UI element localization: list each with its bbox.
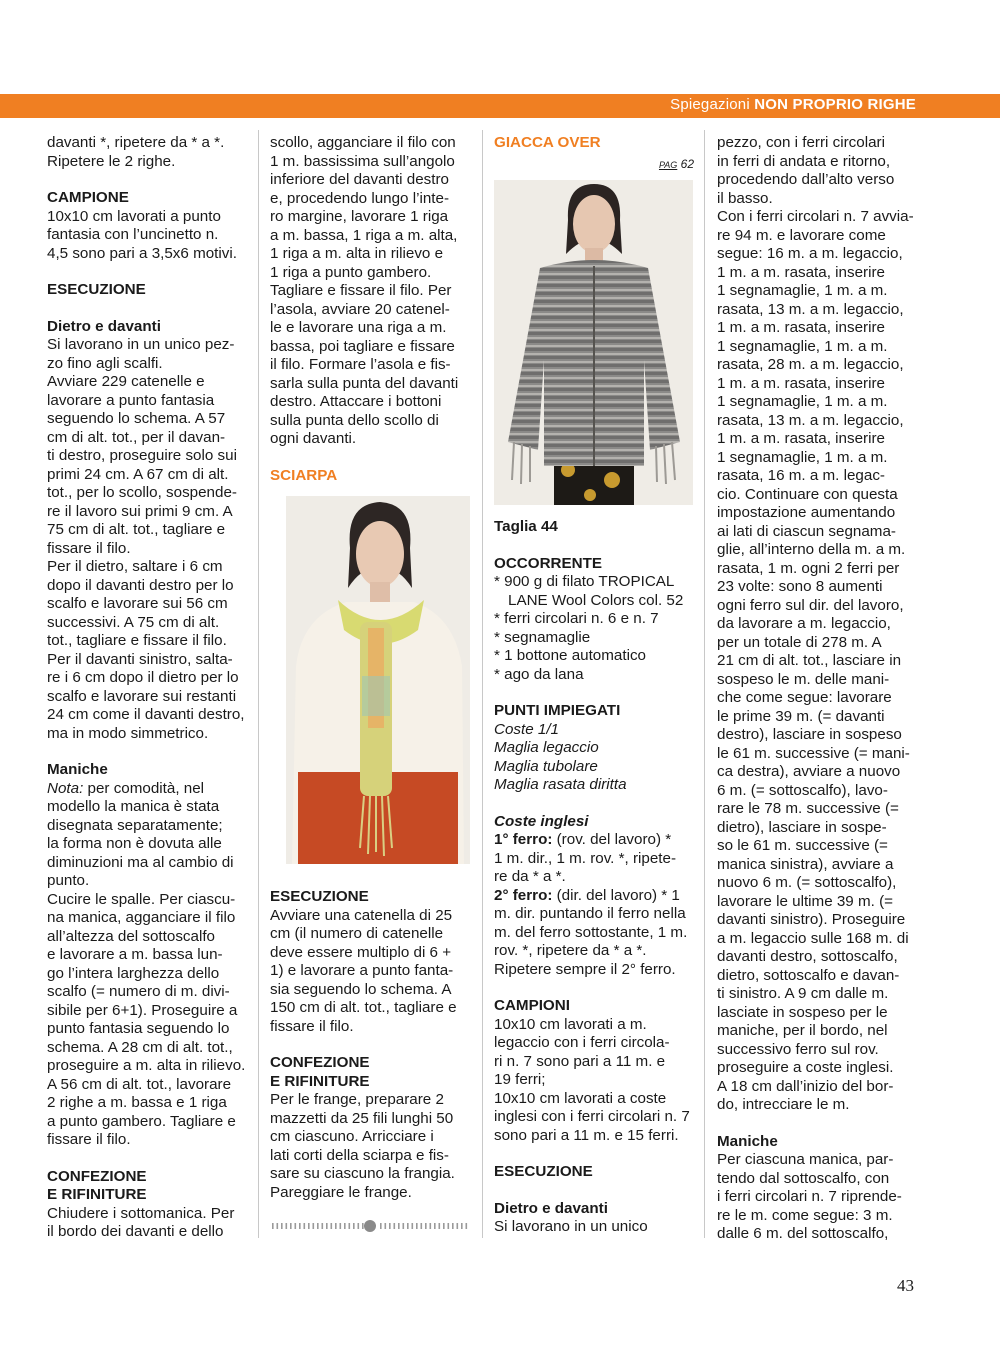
text-line: sospeso le m. delle mani- [717,670,890,688]
text-line: cm ciascuno. Arricciare i [270,1128,434,1145]
dot-tick [286,1223,288,1229]
giacca-dietro-text [494,1218,694,1237]
coste-heading: Coste inglesi [494,812,589,830]
dot-tick [466,1223,468,1229]
text-line: Si lavorano in un unico pez- [47,336,235,353]
text-line: modello la manica è stata [47,798,220,815]
dot-tick [430,1223,432,1229]
text-line: successivo ferro sul rov. [717,1040,879,1058]
text-line: rasata, 16 m. a m. legac- [717,467,885,484]
nota-first: per comodità, nel [83,779,205,797]
text-line: Maglia rasata diritta [494,776,627,793]
text-line: fissare il filo. [47,539,131,557]
column-2 [270,134,472,485]
text-line: la forma non è dovuta alle [47,835,222,852]
column-3-lower [494,518,694,1237]
text-line: zo fino agli scalfi. [47,354,163,372]
text-line: 1 segnamaglie, 1 m. a m. [717,393,888,410]
text-line: tot., tagliare e fissare il filo. [47,632,227,649]
text-line: Pareggiare le frange. [270,1183,412,1201]
text-line: Ripetere sempre il 2° ferro. [494,960,676,978]
text-line: che come segue: lavorare [717,689,892,706]
dot-tick [394,1223,396,1229]
text-line: in ferri di andata e ritorno, [717,152,891,170]
text-line: 23 volte: sono 8 aumenti [717,578,883,595]
text-line: ogni davanti. [270,430,357,447]
ferro1-line [494,831,694,850]
ferro1-first: (rov. del lavoro) * [552,831,672,848]
text-line: all’altezza del sottoscalfo [47,927,215,945]
text-line: ma in modo simmetrico. [47,724,209,742]
dot-tick [344,1223,346,1229]
text-line: Per il davanti sinistro, salta- [47,650,233,668]
continued-text [270,134,472,449]
text-line: dalle 6 m. del sottoscalfo, [717,1225,889,1242]
text-line: m. del ferro sottostante, 1 m. [494,923,688,941]
ferro1-label: 1° ferro: [494,831,553,848]
column-4 [717,134,917,1244]
taglia: Taglia 44 [494,518,558,535]
dot-tick [385,1223,387,1229]
text-line: 10x10 cm lavorati a punto [47,207,221,225]
nota-label: Nota: [47,779,84,797]
text-line: 24 cm come il davanti destro, [47,706,245,723]
text-line: destro. Attaccare i bottoni [270,393,442,410]
text-line: deve essere multiplo di 6 + [270,943,452,961]
text-line: le prime 39 m. (= davanti [717,707,885,725]
text-line: rasata, 13 m. a m. legaccio, [717,300,904,318]
text-line: 10x10 cm lavorati a coste [494,1089,667,1107]
text-line: punto fantasia seguendo lo [47,1020,230,1037]
dietro-davanti-text [47,336,249,743]
text-line: Coste 1/1 [494,720,560,738]
punti-heading: PUNTI IMPIEGATI [494,702,621,719]
text-line: disegnata separatamente; [47,816,223,834]
text-line: ti sinistro. A 9 cm dalle m. [717,985,889,1002]
text-line: Avviare una catenella di 25 [270,906,453,924]
nota-line [47,780,249,799]
dot-tick [358,1223,360,1229]
text-line: nuovo 6 m. (= sottoscalfo), [717,874,897,891]
text-line: destro), lasciare in sospeso [717,726,902,743]
text-line: schema. A 28 cm di alt. tot., [47,1038,233,1056]
text-line: Avviare 229 catenelle e [47,373,205,390]
dot-tick [425,1223,427,1229]
text-line: 1 segnamaglie, 1 m. a m. [717,337,888,355]
text-line: Con i ferri circolari n. 7 avvia- [717,208,914,225]
sciarpa-confezione-text [270,1091,472,1202]
text-line: scalfo e lavorare sui restanti [47,687,237,705]
pag-label: PAG [658,159,678,170]
text-line: sia seguendo lo schema. A [270,980,452,998]
text-line: ti destro, proseguire solo sui [47,447,237,464]
text-line: 21 cm di alt. tot., lasciare in [717,652,902,669]
text-line: 1) e lavorare a punto fanta- [270,962,454,979]
text-line: e, procedendo lungo l’inte- [270,189,450,207]
text-line: Ripetere le 2 righe. [47,152,176,170]
intro-text [47,134,249,171]
text-line: 1 m. dir., 1 m. rov. *, ripete- [494,849,677,867]
text-line: go l’intera larghezza dello [47,964,220,982]
text-line: legaccio con i ferri circola- [494,1034,670,1051]
text-line: il bordo dei davanti e dello [47,1223,224,1240]
text-line: lasciate in sospeso per le [717,1003,888,1021]
text-line: proseguire a coste inglesi. [717,1059,894,1076]
page-number: 43 [897,1276,914,1295]
dot-tick [295,1223,297,1229]
ferro2-first: (dir. del lavoro) * 1 [552,886,680,904]
text-line: per un totale di 278 m. A [717,633,882,651]
text-line: re il lavoro sui primi 9 cm. A [47,502,233,520]
giacca-body-text [717,134,917,1115]
text-line: re le m. come segue: 3 m. [717,1206,893,1224]
column-divider [704,130,705,1238]
running-header [670,96,916,113]
text-line: * ferri circolari n. 6 e n. 7 [494,610,659,627]
text-line: cm di alt. tot., per il davan- [47,428,226,446]
text-line: Si lavorano in un unico [494,1218,648,1235]
dot-tick [353,1223,355,1229]
dot-tick [317,1223,319,1229]
dot-tick [452,1223,454,1229]
dot-tick [335,1223,337,1229]
dot-tick [272,1223,274,1229]
text-line: manica sinistra), avviare a [717,855,894,873]
text-line: sibile per 6+1). Proseguire a [47,1001,238,1019]
dot-tick [389,1223,391,1229]
sciarpa-esecuzione-heading: ESECUZIONE [270,888,369,905]
dot-tick [439,1223,441,1229]
text-line: Per le frange, preparare 2 [270,1091,444,1108]
text-line: diminuzioni ma al cambio di [47,853,234,871]
column-divider [258,130,259,1238]
text-line: fissare il filo. [47,1131,131,1148]
text-line: Cucire le spalle. Per ciascu- [47,890,236,908]
dot-tick [313,1223,315,1229]
page-reference [494,155,694,175]
text-line: rasata, 1 m. ogni 2 ferri per [717,559,900,577]
text-line: * ago da lana [494,665,584,683]
dot-tick [448,1223,450,1229]
text-line: re da * a *. [494,868,566,885]
text-line: ca destra), avviare a nuovo [717,763,901,780]
text-line: A 56 cm di alt. tot., lavorare [47,1075,232,1093]
dot-tick [349,1223,351,1229]
text-line: * 1 bottone automatico [494,647,646,664]
text-line: a m. legaccio sulle 168 m. di [717,929,909,947]
text-line: cio. Continuare con questa [717,485,898,503]
text-line: so le 61 m. successive (= [717,837,888,854]
text-line: re 94 m. e lavorare come [717,226,886,244]
ferro2-label: 2° ferro: [494,886,553,904]
text-line: il filo. Formare l’asola e fis- [270,356,451,373]
text-line: sarla sulla punta del davanti [270,374,459,392]
text-line: ri n. 7 sono pari a 11 m. e [494,1052,666,1070]
text-line: 150 cm di alt. tot., tagliare e [270,999,457,1016]
confezione-text [47,1205,249,1242]
text-line: l’asola, avviare 20 catenel- [270,300,450,318]
text-line: scalfo (= numero di m. divi- [47,983,230,1000]
text-line: 10x10 cm lavorati a m. [494,1015,647,1033]
text-line: seguendo lo schema. A 57 [47,410,226,427]
text-line: scollo, agganciare il filo con [270,134,456,151]
text-line: punto. [47,872,90,889]
dot-tick [398,1223,400,1229]
text-line: inglesi con i ferri circolari n. 7 [494,1108,690,1125]
text-line: impostazione aumentando [717,504,896,521]
text-line: 1 m. a m. rasata, inserire [717,430,885,447]
text-line: ogni ferro sul dir. del lavoro, [717,596,904,614]
text-line: * 900 g di filato TROPICAL LANE Wool Colors col. 52 [494,573,684,609]
sciarpa-title: SCIARPA [270,466,338,484]
jacket-photo [494,180,693,505]
dot-tick [380,1223,382,1229]
text-line: davanti *, ripetere da * a *. [47,134,225,151]
text-line: 1 m. bassissima sull’angolo [270,152,455,170]
text-line: a punto gambero. Tagliare e [47,1112,236,1130]
text-line: Maglia tubolare [494,757,598,775]
text-line: segue: 16 m. a m. legaccio, [717,245,903,262]
text-line: ai lati di ciascun segnama- [717,522,896,540]
text-line: successivi. A 75 cm di alt. [47,613,220,631]
giacca-maniche-heading: Maniche [717,1132,778,1150]
text-line: sare su ciascuno la frangia. [270,1165,455,1182]
jacket-model-illustration [494,180,693,505]
text-line: A 18 cm dall’inizio del bor- [717,1077,894,1095]
dot-tick [416,1223,418,1229]
text-line: dietro), lasciare in sospe- [717,818,887,836]
column-1 [47,134,249,1242]
confezione-heading: CONFEZIONE [47,1167,147,1185]
header-section: NON PROPRIO RIGHE [754,96,916,113]
text-line: mazzetti da 25 fili lunghi 50 [270,1109,454,1127]
campione-text [47,208,249,264]
text-line: il basso. [717,189,773,207]
sciarpa-confezione-heading: CONFEZIONE [270,1054,370,1071]
text-line: 1 segnamaglie, 1 m. a m. [717,448,888,466]
text-line: Chiudere i sottomanica. Per [47,1204,235,1222]
campioni-heading: CAMPIONI [494,997,570,1014]
dot-tick [421,1223,423,1229]
text-line: lavorare le ultime 39 m. (= [717,892,893,910]
punti-list [494,721,694,795]
text-line: fissare il filo. [270,1017,354,1035]
text-line: tot., per lo scollo, sospende- [47,484,237,501]
scarf-model-illustration [286,496,470,864]
rifiniture-heading: E RIFINITURE [47,1186,147,1203]
text-line: davanti destro, sottoscalfo, [717,948,898,965]
text-line: 1 riga a punto gambero. [270,263,432,281]
campioni-text [494,1016,694,1146]
dietro-davanti-heading: Dietro e davanti [47,317,161,335]
text-line: i ferri circolari n. 7 riprende- [717,1188,902,1205]
dot-tick [407,1223,409,1229]
column-3 [494,134,694,174]
text-line: rov. *, ripetere da * a *. [494,942,647,959]
text-line: Per il dietro, saltare i 6 cm [47,558,223,575]
dot-tick [299,1223,301,1229]
text-line: proseguire a m. alta in rilievo. [47,1057,246,1074]
ferro2-text [494,905,694,979]
text-line: Tagliare e fissare il filo. Per [270,282,452,299]
text-line: na manica, agganciare il filo [47,909,236,926]
text-line: le 61 m. successive (= mani- [717,744,910,762]
dot-tick [277,1223,279,1229]
text-line: tendo dal sottoscalfo, con [717,1169,890,1187]
text-line: procedendo dall’alto verso [717,171,895,188]
occorrente-list [494,573,694,684]
dot-tick [290,1223,292,1229]
text-line: a m. bassa, 1 riga a m. alta, [270,226,458,244]
dot-tick [412,1223,414,1229]
giacca-maniche-text [717,1151,917,1244]
dot-tick [304,1223,306,1229]
text-line: 19 ferri; [494,1071,546,1088]
column-divider [482,130,483,1238]
text-line: scalfo e lavorare sui 56 cm [47,595,228,612]
text-line: * segnamaglie [494,628,591,646]
dot-tick [403,1223,405,1229]
text-line: rare le 78 m. successive (= [717,800,899,817]
occorrente-heading: OCCORRENTE [494,554,603,572]
text-line: dopo il davanti destro per lo [47,576,234,594]
campione-heading: CAMPIONE [47,189,129,206]
dot-tick [322,1223,324,1229]
text-line: maniche, per il bordo, nel [717,1022,888,1039]
dot-tick [308,1223,310,1229]
dot-tick [457,1223,459,1229]
text-line: cm (il numero di catenelle [270,925,444,942]
maniche-text [47,798,249,1150]
dot-tick [362,1223,364,1229]
text-line: 1 m. a m. rasata, inserire [717,319,885,336]
text-line: glie, all’interno della m. a m. [717,541,906,558]
dot-tick [434,1223,436,1229]
dot-tick [326,1223,328,1229]
dot-tick [340,1223,342,1229]
giacca-esecuzione-heading: ESECUZIONE [494,1163,593,1180]
dot-tick [461,1223,463,1229]
text-line: sulla punta dello scollo di [270,411,439,429]
text-line: do, intrecciare le m. [717,1096,850,1113]
text-line: rasata, 13 m. a m. legaccio, [717,411,904,429]
ferro2-line [494,887,694,906]
text-line: da lavorare a m. legaccio, [717,615,891,632]
text-line: inferiore del davanti destro [270,171,449,188]
text-line: e lavorare a m. bassa lun- [47,946,223,963]
text-line: fantasia con l’uncinetto n. [47,226,219,243]
dot-tick [281,1223,283,1229]
decorative-dots [270,1220,470,1232]
text-line: sono pari a 11 m. e 15 ferri. [494,1126,679,1144]
scarf-photo [286,496,470,864]
text-line: 6 m. (= sottoscalfo), lavo- [717,781,888,799]
text-line: bassa, poi tagliare e fissare [270,337,455,355]
esecuzione-heading: ESECUZIONE [47,281,146,298]
ferro1-text [494,850,694,887]
text-line: 1 riga a m. alta in rilievo e [270,245,444,262]
text-line: primi 24 cm. A 67 cm di alt. [47,465,229,483]
giacca-dietro-heading: Dietro e davanti [494,1199,608,1217]
text-line: ro margine, lavorare 1 riga [270,208,449,225]
text-line: Maglia legaccio [494,739,599,756]
maniche-heading: Maniche [47,761,108,778]
sciarpa-rifiniture-heading: E RIFINITURE [270,1072,370,1090]
text-line: 4,5 sono pari a 3,5x6 motivi. [47,244,237,262]
dot-tick [443,1223,445,1229]
giacca-title: GIACCA OVER [494,134,601,151]
text-line: 1 m. a m. rasata, inserire [717,263,885,281]
text-line: 1 segnamaglie, 1 m. a m. [717,282,888,299]
text-line: re i 6 cm dopo il dietro per lo [47,669,239,686]
dot-tick [331,1223,333,1229]
sciarpa-esecuzione-text [270,907,472,1037]
text-line: dietro, sottoscalfo e davan- [717,966,900,984]
text-line: davanti sinistro). Proseguire [717,911,906,928]
text-line: lati corti della sciarpa e fis- [270,1146,449,1164]
text-line: lavorare a punto fantasia [47,391,215,409]
text-line: rasata, 28 m. a m. legaccio, [717,356,904,373]
column-2-lower [270,888,472,1202]
text-line: le e lavorare una riga a m. [270,319,447,336]
text-line: 1 m. a m. rasata, inserire [717,374,885,392]
text-line: Per ciascuna manica, par- [717,1151,894,1168]
header-label: Spiegazioni [670,96,750,113]
text-line: 75 cm di alt. tot., tagliare e [47,521,226,538]
text-line: 2 righe a m. bassa e 1 riga [47,1094,227,1111]
pag-number: 62 [680,156,694,171]
text-line: pezzo, con i ferri circolari [717,134,885,151]
text-line: m. dir. puntando il ferro nella [494,905,686,922]
